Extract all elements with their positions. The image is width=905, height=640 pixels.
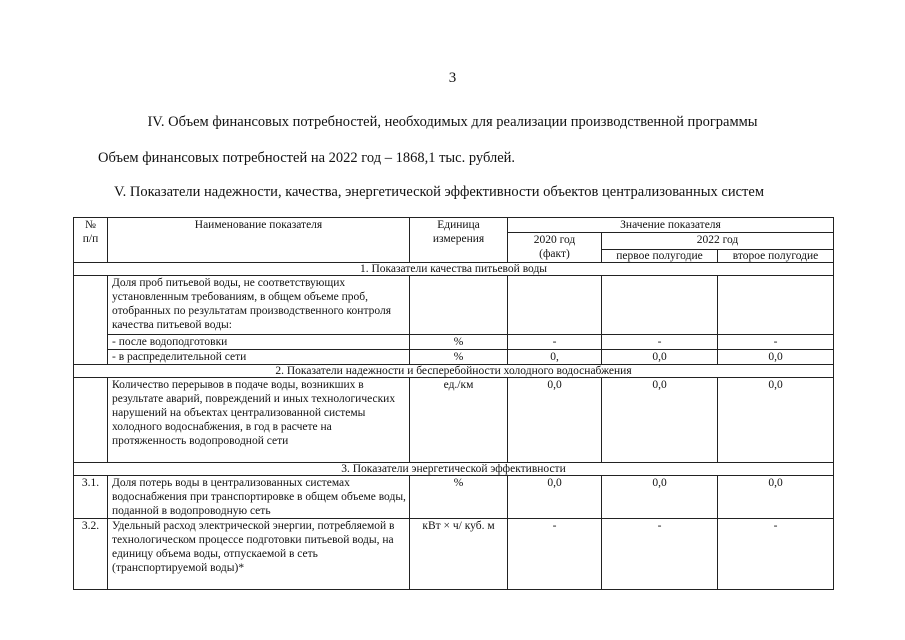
row-b-2020: 0, xyxy=(508,350,602,365)
row31-name: Доля потерь воды в централизованных системах водоснабжения при транспортировке в общем объеме воды, поданной в водопроводную сеть xyxy=(108,476,410,519)
row31-half1: 0,0 xyxy=(602,476,718,519)
num-cell xyxy=(74,276,108,365)
section2-row-unit: ед./км xyxy=(410,378,508,463)
section-row xyxy=(74,463,834,476)
row-a-half1: - xyxy=(602,335,718,350)
table-row xyxy=(74,335,834,350)
table-row xyxy=(74,276,834,335)
header-name: Наименование показателя xyxy=(108,218,410,263)
row-a-2020: - xyxy=(508,335,602,350)
row32-num: 3.2. xyxy=(74,519,108,590)
section2-row-half1: 0,0 xyxy=(602,378,718,463)
table-row xyxy=(74,519,834,590)
section1-title: 1. Показатели качества питьевой воды xyxy=(74,263,834,276)
header-2020: 2020 год (факт) xyxy=(508,233,602,263)
row-b-half2: 0,0 xyxy=(718,350,834,365)
section2-title: 2. Показатели надежности и бесперебойности холодного водоснабжения xyxy=(74,365,834,378)
row31-2020: 0,0 xyxy=(508,476,602,519)
row-b-unit: % xyxy=(410,350,508,365)
section3-title: 3. Показатели энергетической эффективности xyxy=(74,463,834,476)
header-num: № п/п xyxy=(74,218,108,263)
section5-title: V. Показатели надежности, качества, энергетической эффективности объектов централизованных систем xyxy=(114,184,765,200)
header-value: Значение показателя xyxy=(508,218,834,233)
row32-unit: кВт × ч/ куб. м xyxy=(410,519,508,590)
header-half2: второе полугодие xyxy=(718,250,834,263)
row-a-half2: - xyxy=(718,335,834,350)
table-row xyxy=(74,350,834,365)
empty-cell xyxy=(718,276,834,335)
indicators-table xyxy=(73,217,834,590)
table-header-row xyxy=(74,218,834,233)
section-row xyxy=(74,365,834,378)
row32-2020: - xyxy=(508,519,602,590)
row32-name: Удельный расход электрической энергии, потребляемой в технологическом процессе подготовки питьевой воды, на единицу объема воды, отпускаемой в сеть (транспортируемой воды)* xyxy=(108,519,410,590)
row32-half2: - xyxy=(718,519,834,590)
table-row xyxy=(74,476,834,519)
row31-half2: 0,0 xyxy=(718,476,834,519)
empty-cell xyxy=(410,276,508,335)
section4-title: IV. Объем финансовых потребностей, необходимых для реализации производственной программы xyxy=(147,114,758,130)
empty-cell xyxy=(508,276,602,335)
row31-num: 3.1. xyxy=(74,476,108,519)
section1-intro: Доля проб питьевой воды, не соответствующих установленным требованиям, в общем объеме проб, отобранных по результатам производственного контроля качества питьевой воды: xyxy=(108,276,410,335)
finance-text: Объем финансовых потребностей на 2022 год – 1868,1 тыс. рублей. xyxy=(98,150,516,166)
row31-unit: % xyxy=(410,476,508,519)
row-b-name: - в распределительной сети xyxy=(108,350,410,365)
table-row xyxy=(74,378,834,463)
header-half1: первое полугодие xyxy=(602,250,718,263)
section-row xyxy=(74,263,834,276)
row32-half1: - xyxy=(602,519,718,590)
header-2022: 2022 год xyxy=(602,233,834,250)
header-unit: Единица измерения xyxy=(410,218,508,263)
num-cell xyxy=(74,378,108,463)
section2-row-name: Количество перерывов в подаче воды, возникших в результате аварий, повреждений и иных технологических нарушений на объектах централизованной системы холодного водоснабжения, в год в расчете на протяженность водопроводной сети xyxy=(108,378,410,463)
row-a-name: - после водоподготовки xyxy=(108,335,410,350)
row-a-unit: % xyxy=(410,335,508,350)
section2-row-2020: 0,0 xyxy=(508,378,602,463)
row-b-half1: 0,0 xyxy=(602,350,718,365)
empty-cell xyxy=(602,276,718,335)
section2-row-half2: 0,0 xyxy=(718,378,834,463)
page-number: 3 xyxy=(448,70,457,86)
